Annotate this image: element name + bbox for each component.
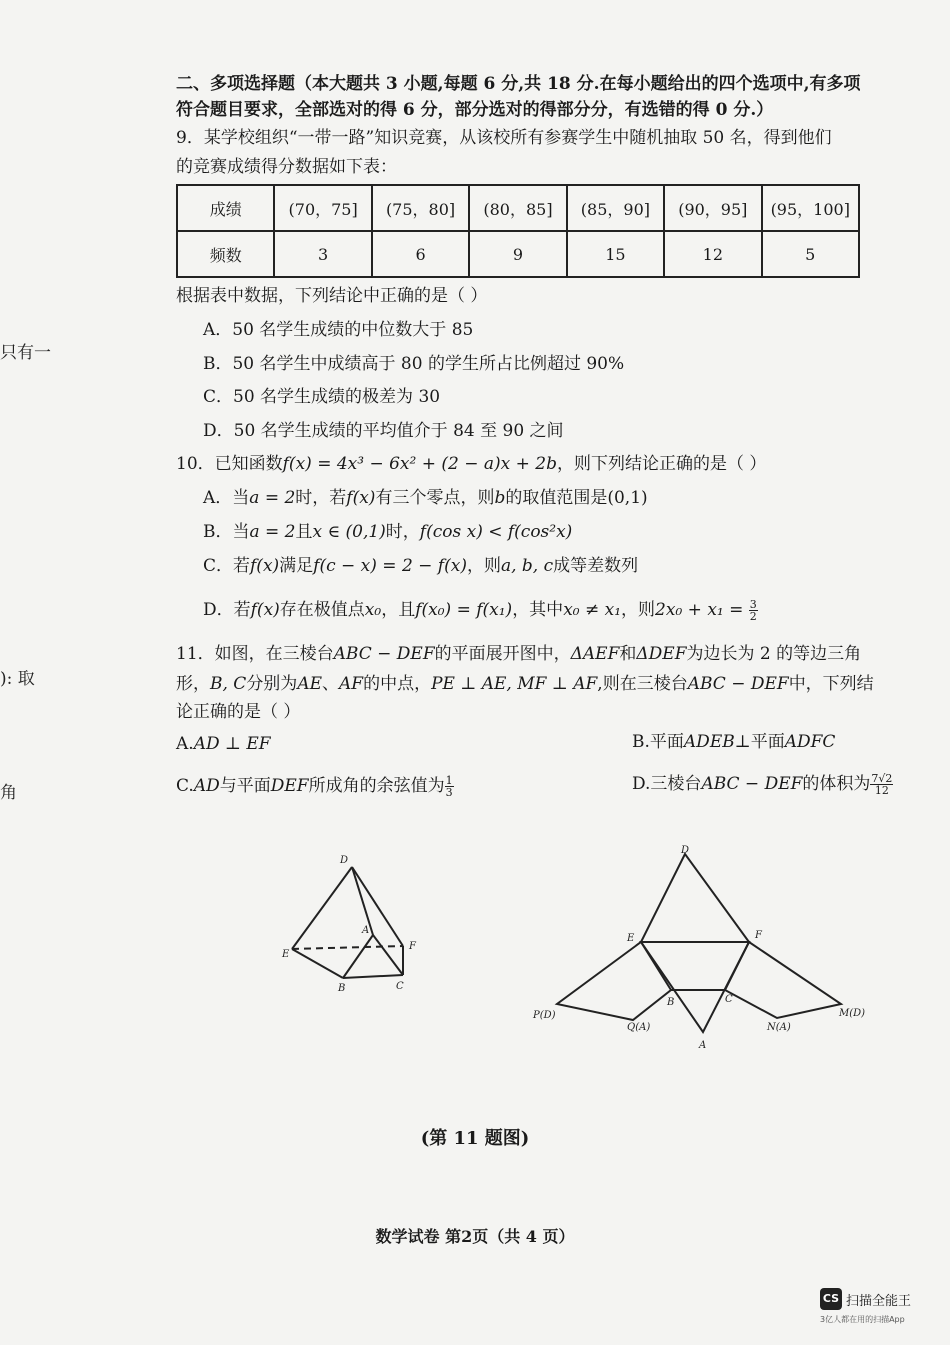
- fraction: [870, 773, 893, 796]
- text: 的中点，: [363, 674, 432, 694]
- face-FCNM: [725, 942, 841, 1018]
- math: f(x): [250, 556, 280, 576]
- table-cell: (80，85]: [469, 185, 566, 231]
- math: PE ⊥ AE, MF ⊥ AF: [431, 674, 598, 694]
- text: 时，: [385, 522, 420, 542]
- math: f(x): [346, 488, 376, 508]
- triangle-DEF: [641, 854, 749, 942]
- text: ⊥平面: [734, 732, 785, 752]
- numerator: 1: [445, 774, 453, 787]
- text: 与平面: [219, 776, 271, 796]
- section-title: 二、多项选择题: [176, 74, 295, 94]
- math: a = 2: [249, 488, 296, 508]
- math: x₀ ≠ x₁: [563, 600, 622, 620]
- edge-AB: [343, 935, 373, 978]
- label-C: C: [396, 981, 404, 992]
- text: 且: [295, 522, 313, 542]
- margin-note-1: 只有一: [0, 343, 51, 363]
- section-header: [176, 72, 861, 96]
- text: 、: [322, 674, 339, 694]
- math: ADFC: [784, 732, 836, 752]
- label-E: E: [627, 933, 635, 944]
- math: AF: [339, 674, 364, 694]
- text: 的取值范围是(0,1): [505, 488, 648, 508]
- table-row: [177, 231, 859, 277]
- math: AE: [297, 674, 322, 694]
- text: 中，下列结: [788, 674, 874, 694]
- label-N: N(A): [767, 1022, 791, 1033]
- text: 满足: [279, 556, 314, 576]
- text: B.平面: [632, 732, 684, 752]
- text: 有三个零点，则: [375, 488, 495, 508]
- q9-frequency-table: [176, 184, 860, 278]
- q9-option-c: C．50 名学生成绩的极差为 30: [203, 387, 441, 407]
- text: 所成角的余弦值为: [308, 776, 445, 796]
- label-P: P(D): [533, 1010, 556, 1021]
- figure-caption: (第 11 题图): [420, 1128, 530, 1149]
- text: 11．如图，在三棱台: [176, 644, 334, 664]
- text: 时，若: [295, 488, 347, 508]
- math: 2x₀ + x₁ =: [655, 600, 744, 620]
- table-cell: 5: [762, 231, 859, 277]
- math: a, b, c: [500, 556, 554, 576]
- q11-stem-1: [176, 642, 861, 666]
- text: ，其中: [512, 600, 564, 620]
- text: 的平面展开图中，: [434, 644, 571, 664]
- denominator: 3: [445, 786, 453, 799]
- text: 的体积为: [802, 774, 871, 794]
- label-Q: Q(A): [627, 1022, 651, 1033]
- text: 成等差数列: [553, 556, 639, 576]
- math: b: [494, 488, 506, 508]
- text: 存在极值点: [279, 600, 365, 620]
- q10-option-d: [203, 598, 758, 622]
- scanner-watermark: [820, 1288, 940, 1325]
- edge-BC: [343, 975, 403, 978]
- math: f(cos x) < f(cos²x): [419, 522, 573, 542]
- math: ABC − DEF: [701, 774, 803, 794]
- section-desc-1: （本大题共 3 小题,每题 6 分,共 18 分.在每小题给出的四个选项中,有多项: [295, 74, 861, 94]
- denominator: 2: [749, 610, 757, 623]
- face-EBQP: [557, 942, 671, 1020]
- label-F: F: [409, 941, 416, 952]
- label-B: B: [338, 983, 346, 994]
- math: ADEB: [683, 732, 735, 752]
- watermark-name: 扫描全能王: [846, 1293, 912, 1309]
- table-cell: 6: [372, 231, 469, 277]
- label-M: M(D): [839, 1008, 866, 1019]
- label-C: C: [725, 994, 733, 1005]
- label-B: B: [667, 997, 675, 1008]
- table-row: [177, 185, 859, 231]
- margin-note-2: ): 取: [0, 669, 35, 689]
- text: A．当: [203, 488, 250, 508]
- table-cell: 12: [664, 231, 761, 277]
- q11-option-b: [632, 730, 835, 754]
- math: ΔDEF: [636, 644, 687, 664]
- q9-option-d: D．50 名学生成绩的平均值介于 84 至 90 之间: [203, 421, 564, 441]
- math: a = 2: [249, 522, 296, 542]
- label-F: F: [755, 930, 762, 941]
- text: 形，: [176, 674, 210, 694]
- section-desc-2: 符合题目要求，全部选对的得 6 分，部分选对的得部分分，有选错的得 0 分.）: [176, 100, 774, 120]
- label-D: D: [681, 845, 690, 856]
- math: f(x₀) = f(x₁): [415, 600, 513, 620]
- table-cell: 15: [567, 231, 664, 277]
- label-D: D: [340, 855, 349, 866]
- text: 为边长为 2 的等边三角: [686, 644, 862, 664]
- q9-option-b: B．50 名学生中成绩高于 80 的学生所占比例超过 90%: [203, 354, 625, 374]
- math: ABC − DEF: [687, 674, 789, 694]
- table-cell: 9: [469, 231, 566, 277]
- q10-stem-tail: ，则下列结论正确的是（ ）: [556, 454, 767, 474]
- triangle-AEF: [641, 942, 749, 1032]
- edge-DF: [352, 867, 403, 946]
- q11-stem-2: [176, 672, 874, 696]
- q11-option-a: [176, 732, 271, 756]
- q11-option-d: [632, 772, 893, 796]
- edge-DE: [292, 867, 352, 949]
- text: D．若: [203, 600, 251, 620]
- text: ,则在三棱台: [597, 674, 688, 694]
- table-cell: 3: [274, 231, 371, 277]
- text: ，则: [466, 556, 501, 576]
- q9-stem-1: 9．某学校组织“一带一路”知识竞赛，从该校所有参赛学生中随机抽取 50 名，得到他们: [176, 128, 832, 148]
- table-cell: (70，75]: [274, 185, 371, 231]
- table-cell: (85，90]: [567, 185, 664, 231]
- q9-stem-2: 的竞赛成绩得分数据如下表：: [176, 157, 397, 177]
- edge-EB: [292, 949, 343, 978]
- label-A: A: [362, 925, 370, 936]
- table-cell: (75，80]: [372, 185, 469, 231]
- label-A: A: [699, 1040, 707, 1051]
- numerator: 7√2: [871, 772, 893, 785]
- q10-option-b: [203, 520, 572, 544]
- q9-prompt: 根据表中数据，下列结论中正确的是（ ）: [176, 286, 488, 306]
- math: AD: [193, 776, 220, 796]
- table-cell: (90，95]: [664, 185, 761, 231]
- q10-option-a: [203, 486, 648, 510]
- math: ΔAEF: [570, 644, 620, 664]
- table-header-score: 成绩: [177, 185, 274, 231]
- numerator: 3: [749, 598, 757, 611]
- edge-EF-hidden: [292, 946, 403, 949]
- page-footer: 数学试卷 第2页（共 4 页）: [375, 1227, 575, 1246]
- math: x₀: [364, 600, 382, 620]
- denominator: 12: [874, 784, 889, 797]
- q10-stem-text: 10．已知函数: [176, 454, 283, 474]
- table-header-frequency: 频数: [177, 231, 274, 277]
- q10-function: f(x) = 4x³ − 6x² + (2 − a)x + 2b: [282, 454, 557, 474]
- q10-stem: [176, 452, 766, 476]
- math: f(c − x) = 2 − f(x): [313, 556, 467, 576]
- math: ABC − DEF: [333, 644, 435, 664]
- text: D.三棱台: [632, 774, 702, 794]
- q10-option-c: [203, 554, 638, 578]
- table-cell: (95，100]: [762, 185, 859, 231]
- text: A.: [176, 734, 194, 754]
- label-E: E: [282, 949, 290, 960]
- q11-option-c: [176, 774, 454, 798]
- text: C．若: [203, 556, 251, 576]
- text: ，则: [621, 600, 656, 620]
- math: x ∈ (0,1): [312, 522, 386, 542]
- text: ，且: [381, 600, 416, 620]
- text: 分别为: [246, 674, 298, 694]
- q11-stem-3: 论正确的是（ ）: [176, 702, 301, 722]
- text: B．当: [203, 522, 250, 542]
- math: f(x): [250, 600, 280, 620]
- edge-AC: [373, 935, 403, 975]
- fraction: [445, 775, 454, 798]
- camscanner-logo: CS: [820, 1288, 842, 1310]
- q9-option-a: A．50 名学生成绩的中位数大于 85: [203, 320, 474, 340]
- math: AD ⊥ EF: [193, 734, 271, 754]
- margin-note-3: 角: [0, 783, 17, 803]
- math: B, C: [210, 674, 247, 694]
- watermark-subtitle: 3亿人都在用的扫描App: [820, 1315, 905, 1324]
- math: DEF: [270, 776, 309, 796]
- text: C.: [176, 776, 194, 796]
- text: 和: [619, 644, 637, 664]
- fraction: [749, 599, 758, 622]
- net-figure: [525, 840, 885, 1060]
- frustum-figure: [270, 845, 430, 1005]
